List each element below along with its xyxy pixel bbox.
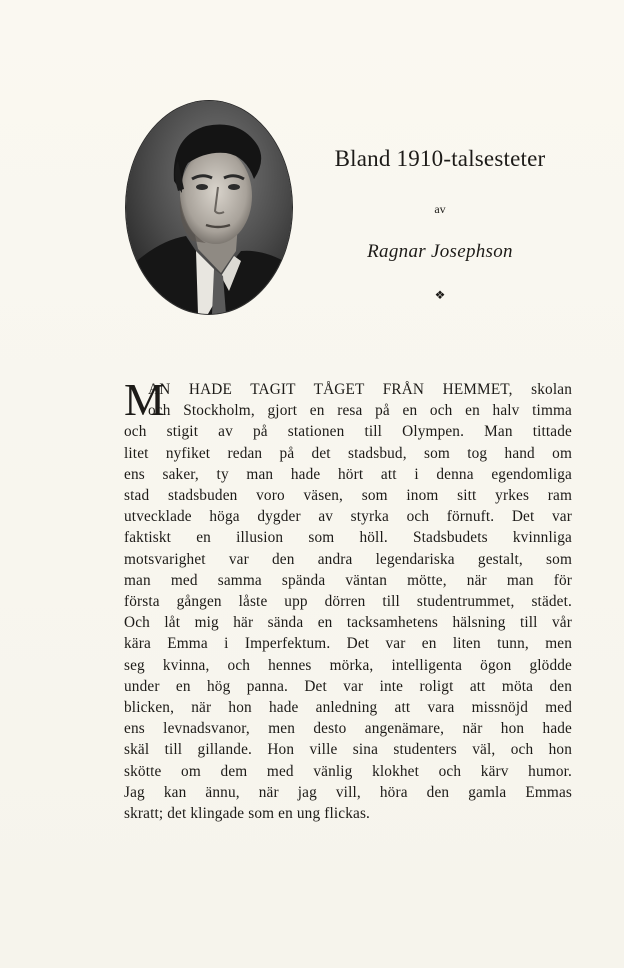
- text-line: skratt; det klingade som en ung flickas.: [124, 805, 371, 823]
- drop-cap: M: [124, 374, 165, 425]
- ornament-icon: ❖: [434, 288, 446, 302]
- byline: av: [434, 202, 446, 216]
- text-line: blicken, när hon hade anledning att vara missnöjd med: [124, 699, 572, 717]
- text-line: och stigit av på stationen till Olympen. Man tittade: [124, 423, 572, 441]
- text-line: utvecklade höga dygder av styrka och förnuft. Det var: [124, 508, 572, 526]
- text-line: man med samma spända väntan mötte, när man för: [124, 571, 572, 589]
- article-body: [124, 374, 572, 824]
- text-line: första gången låste upp dörren till studentrummet, städet.: [124, 593, 572, 611]
- text-line: faktiskt en illusion som höll. Stadsbudets kvinnliga: [124, 529, 572, 547]
- text-line: seg kvinna, och hennes mörka, intelligenta ögon glödde: [124, 656, 572, 674]
- text-line: och Stockholm, gjort en resa på en och en halv timma: [148, 402, 572, 420]
- text-line: skötte om dem med vänlig klokhet och kärv humor.: [124, 762, 572, 780]
- text-line: stad stadsbuden voro väsen, som inom sitt yrkes ram: [124, 487, 572, 505]
- text-line: skäl till gillande. Hon ville sina studenters väl, och hon: [124, 741, 572, 759]
- text-line: ens levnadsvanor, men desto angenämare, när hon hade: [124, 720, 572, 738]
- author-name: Ragnar Josephson: [367, 241, 513, 262]
- text-line: litet nyfiket redan på det stadsbud, som tog hand om: [124, 444, 572, 462]
- author-portrait: [126, 101, 292, 314]
- portrait-photo-icon: [126, 101, 292, 314]
- text-line: ens saker, ty man hade hört att i denna egendomliga: [124, 465, 572, 483]
- text-line: motsvarighet var den andra legendariska gestalt, som: [124, 550, 572, 568]
- chapter-title: Bland 1910-talsesteter: [334, 146, 546, 171]
- text-line: Och låt mig här sända en tacksamhetens hälsning till vår: [124, 614, 572, 632]
- text-line: under en hög panna. Det var inte roligt att möta den: [124, 677, 572, 695]
- text-line: Jag kan ännu, när jag vill, höra den gamla Emmas: [124, 783, 572, 801]
- text-line: AN HADE TAGIT TÅGET FRÅN HEMMET, skolan: [148, 381, 572, 398]
- text-line: kära Emma i Imperfektum. Det var en liten tunn, men: [124, 635, 572, 653]
